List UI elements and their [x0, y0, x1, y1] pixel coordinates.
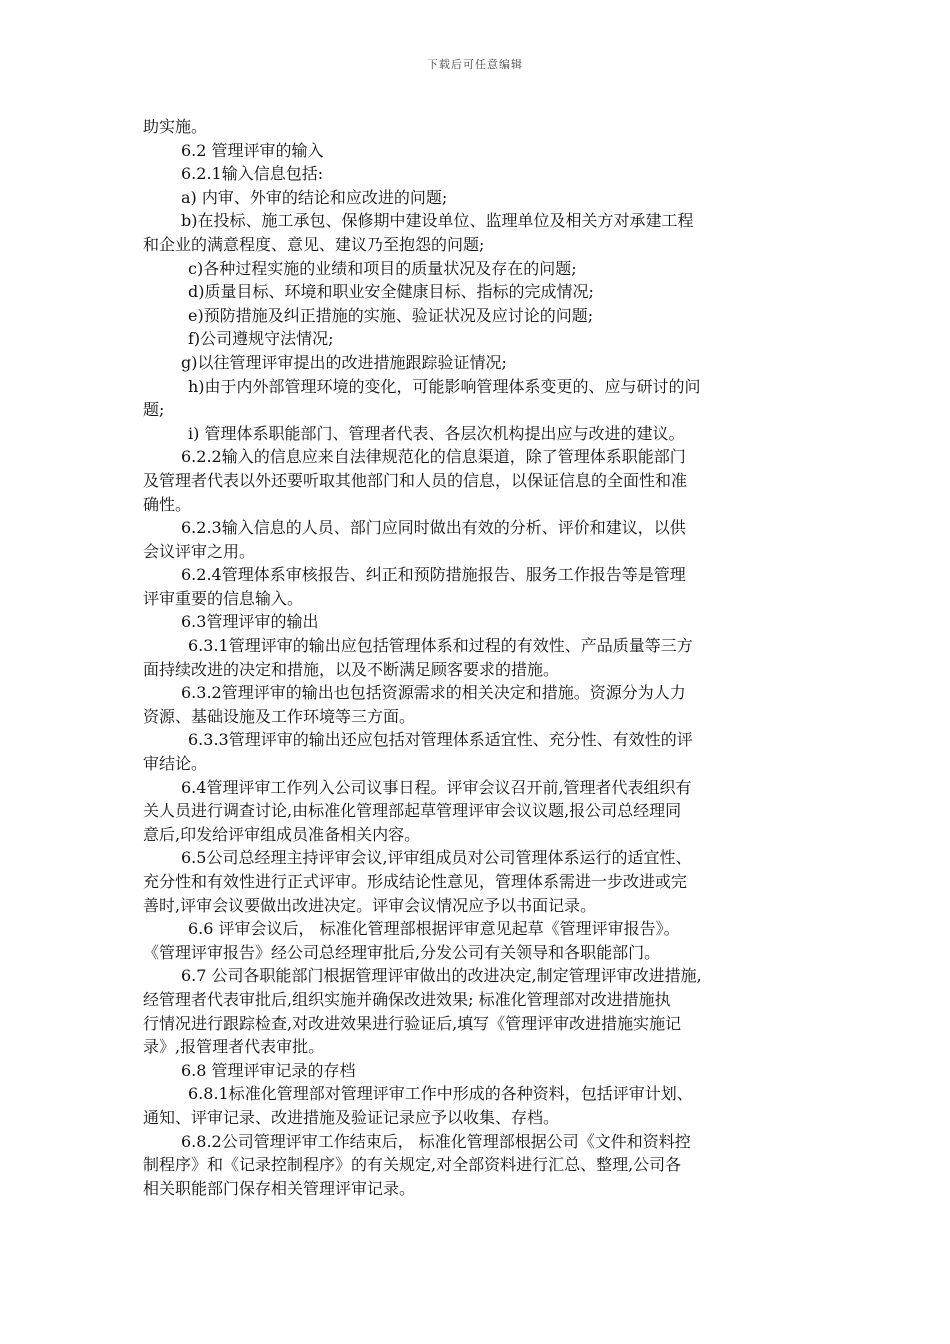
- text-line: d)质量目标、环境和职业安全健康目标、指标的完成情况;: [188, 282, 594, 302]
- text-line: 助实施。: [143, 117, 208, 136]
- text-line: 相关职能部门保存相关管理评审记录。: [143, 1178, 416, 1198]
- text-line: b)在投标、施工承包、保修期中建设单位、监理单位及相关方对承建工程: [181, 211, 694, 231]
- text-line: 会议评审之用。: [143, 541, 256, 561]
- text-line: 通知、评审记录、改进措施及验证记录应予以收集、存档。: [143, 1107, 560, 1127]
- text-line: 录》,报管理者代表审批。: [143, 1037, 325, 1057]
- text-line: 6.8.2公司管理评审工作结束后， 标准化管理部根据公司《文件和资料控: [181, 1131, 691, 1151]
- text-line: 6.3.3管理评审的输出还应包括对管理体系适宜性、充分性、有效性的评: [188, 730, 693, 750]
- text-line: c)各种过程实施的业绩和项目的质量状况及存在的问题;: [188, 258, 577, 278]
- text-line: 6.2.1输入信息包括:: [181, 164, 324, 184]
- text-line: 6.8 管理评审记录的存档: [181, 1060, 356, 1080]
- text-line: 6.3.2管理评审的输出也包括资源需求的相关决定和措施。资源分为人力: [181, 683, 686, 703]
- text-line: 经管理者代表审批后,组织实施并确保改进效果; 标准化管理部对改进措施执: [143, 989, 671, 1009]
- text-line: 关人员进行调查讨论,由标准化管理部起草管理评审会议议题,报公司总经理同: [143, 801, 682, 821]
- text-line: i) 管理体系职能部门、管理者代表、各层次机构提出应与改进的建议。: [188, 423, 685, 443]
- text-line: 确性。: [143, 494, 192, 514]
- text-line: 行情况进行跟踪检查,对改进效果进行验证后,填写《管理评审改进措施实施记: [143, 1013, 682, 1033]
- text-line: 6.3.1管理评审的输出应包括管理体系和过程的有效性、产品质量等三方: [188, 636, 693, 656]
- text-line: f)公司遵规守法情况;: [188, 329, 334, 349]
- text-line: 6.4管理评审工作列入公司议事日程。评审会议召开前,管理者代表组织有: [181, 777, 692, 797]
- text-line: 充分性和有效性进行正式评审。形成结论性意见，管理体系需进一步改进或完: [143, 872, 688, 891]
- text-line: h)由于内外部管理环境的变化，可能影响管理体系变更的、应与研讨的问: [188, 376, 701, 396]
- text-line: 6.6 评审会议后， 标准化管理部根据评审意见起草《管理评审报告》。: [188, 919, 680, 939]
- text-line: g)以往管理评审提出的改进措施跟踪验证情况;: [181, 352, 507, 372]
- text-line: 6.5公司总经理主持评审会议,评审组成员对公司管理体系运行的适宜性、: [181, 848, 692, 868]
- text-line: 6.8.1标准化管理部对管理评审工作中形成的各种资料，包括评审计划、: [188, 1084, 693, 1104]
- text-line: 善时,评审会议要做出改进决定。评审会议情况应予以书面记录。: [143, 895, 597, 915]
- text-line: 6.3管理评审的输出: [181, 612, 319, 632]
- text-line: 6.2.3输入信息的人员、部门应同时做出有效的分析、评价和建议，以供: [181, 518, 686, 538]
- document-body: [143, 115, 807, 1200]
- text-line: 和企业的满意程度、意见、建议乃至抱怨的问题;: [143, 234, 485, 254]
- text-line: 6.2.2输入的信息应来自法律规范化的信息渠道，除了管理体系职能部门: [181, 447, 686, 467]
- text-line: 面持续改进的决定和措施，以及不断满足顾客要求的措施。: [143, 659, 560, 679]
- text-line: 评审重要的信息输入。: [143, 588, 304, 608]
- text-line: 审结论。: [143, 754, 208, 774]
- text-line: e)预防措施及纠正措施的实施、验证状况及应讨论的问题;: [188, 305, 594, 325]
- text-line: 及管理者代表以外还要听取其他部门和人员的信息，以保证信息的全面性和准: [143, 470, 688, 490]
- text-line: 《管理评审报告》经公司总经理审批后,分发公司有关领导和各职能部门。: [143, 942, 661, 962]
- text-line: 6.7 公司各职能部门根据管理评审做出的改进决定,制定管理评审改进措施,: [181, 966, 702, 986]
- text-line: 6.2 管理评审的输入: [181, 140, 324, 160]
- text-line: 题;: [143, 400, 165, 420]
- text-line: 资源、基础设施及工作环境等三方面。: [143, 706, 416, 726]
- text-line: 6.2.4管理体系审核报告、纠正和预防措施报告、服务工作报告等是管理: [181, 565, 686, 585]
- text-line: 意后,印发给评审组成员准备相关内容。: [143, 824, 421, 844]
- text-line: 制程序》和《记录控制程序》的有关规定,对全部资料进行汇总、整理,公司各: [143, 1155, 682, 1175]
- text-line: a) 内审、外审的结论和应改进的问题;: [181, 187, 448, 207]
- page-header-note: 下载后可任意编辑: [427, 58, 523, 71]
